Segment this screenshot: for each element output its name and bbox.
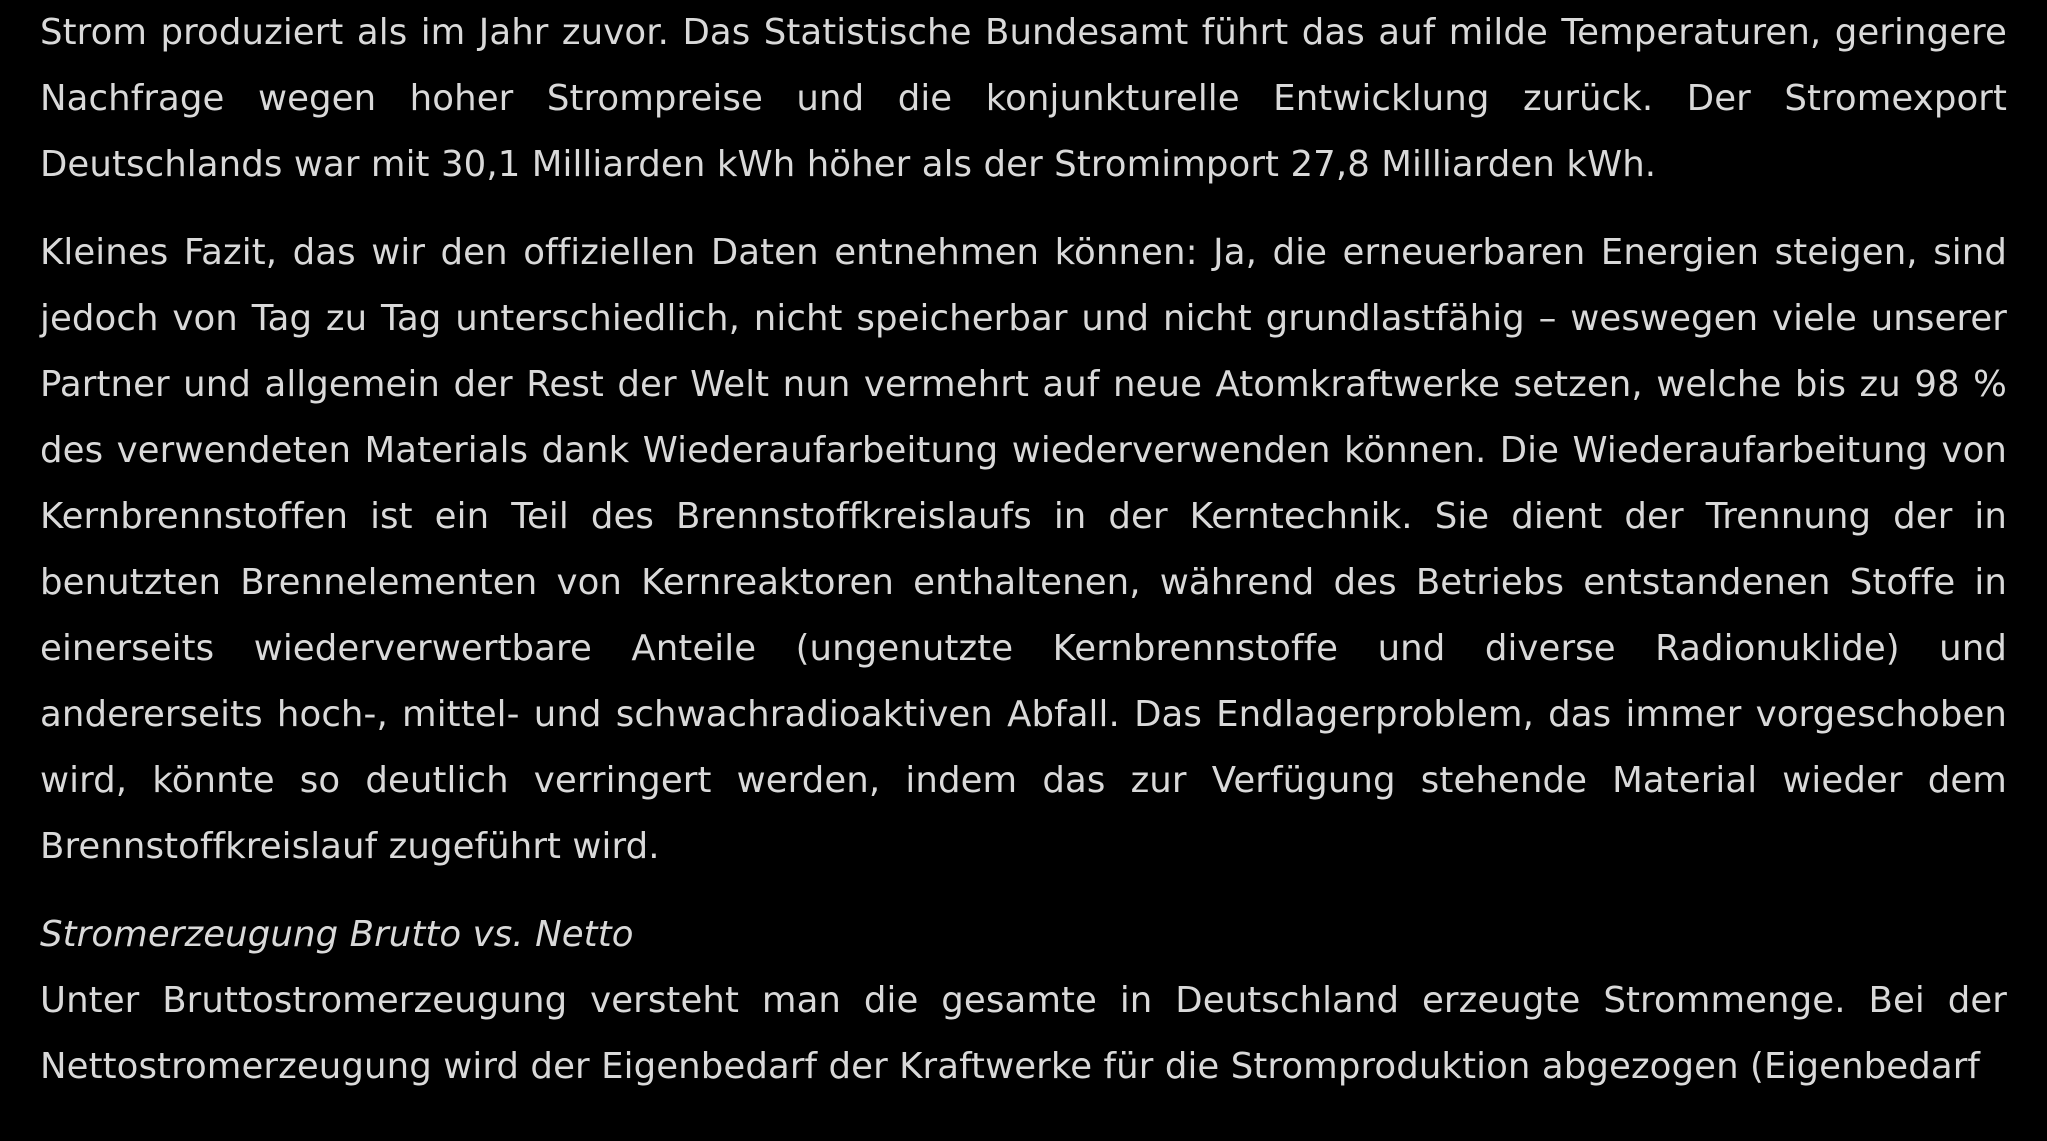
section-subheading: Stromerzeugung Brutto vs. Netto	[40, 914, 634, 955]
paragraph-1: Strom produziert als im Jahr zuvor. Das Statistische Bundesamt führt das auf milde Temperaturen, geringere Nachfrage wegen hoher Strompreise und die konjunkturelle Entwicklung zurück. Der Stromexport Deutschlands war mit 30,1 Milliarden kWh höher als der Stromimport 27,8 Milliarden kWh.	[40, 12, 2007, 185]
paragraph-2: Kleines Fazit, das wir den offiziellen Daten entnehmen können: Ja, die erneuerbaren Energien steigen, sind jedoch von Tag zu Tag unterschiedlich, nicht speicherbar und nicht grundlastfähig – weswegen viele unserer Partner und allgemein der Rest der Welt nun vermehrt auf neue Atomkraftwerke setzen, welche bis zu 98 % des verwendeten Materials dank Wiederaufarbeitung wiederverwenden können. Die Wiederaufarbeitung von Kernbrennstoffen ist ein Teil des Brennstoffkreislaufs in der Kerntechnik. Sie dient der Trennung der in benutzten Brennelementen von Kernreaktoren enthaltenen, während des Betriebs entstandenen Stoffe in einerseits wiederverwertbare Anteile (ungenutzte Kernbrennstoffe und diverse Radionuklide) und andererseits hoch-, mittel- und schwachradioaktiven Abfall. Das Endlagerproblem, das immer vorgeschoben wird, könnte so deutlich verringert werden, indem das zur Verfügung stehende Material wieder dem Brennstoffkreislauf zugeführt wird.	[40, 232, 2007, 867]
reader-page	[40, 0, 2007, 1100]
paragraph-3: Unter Bruttostromerzeugung versteht man die gesamte in Deutschland erzeugte Strommenge. Bei der Nettostromerzeugung wird der Eigenbedarf der Kraftwerke für die Stromproduktion abgezogen (Eigenbedarf	[40, 980, 2007, 1087]
